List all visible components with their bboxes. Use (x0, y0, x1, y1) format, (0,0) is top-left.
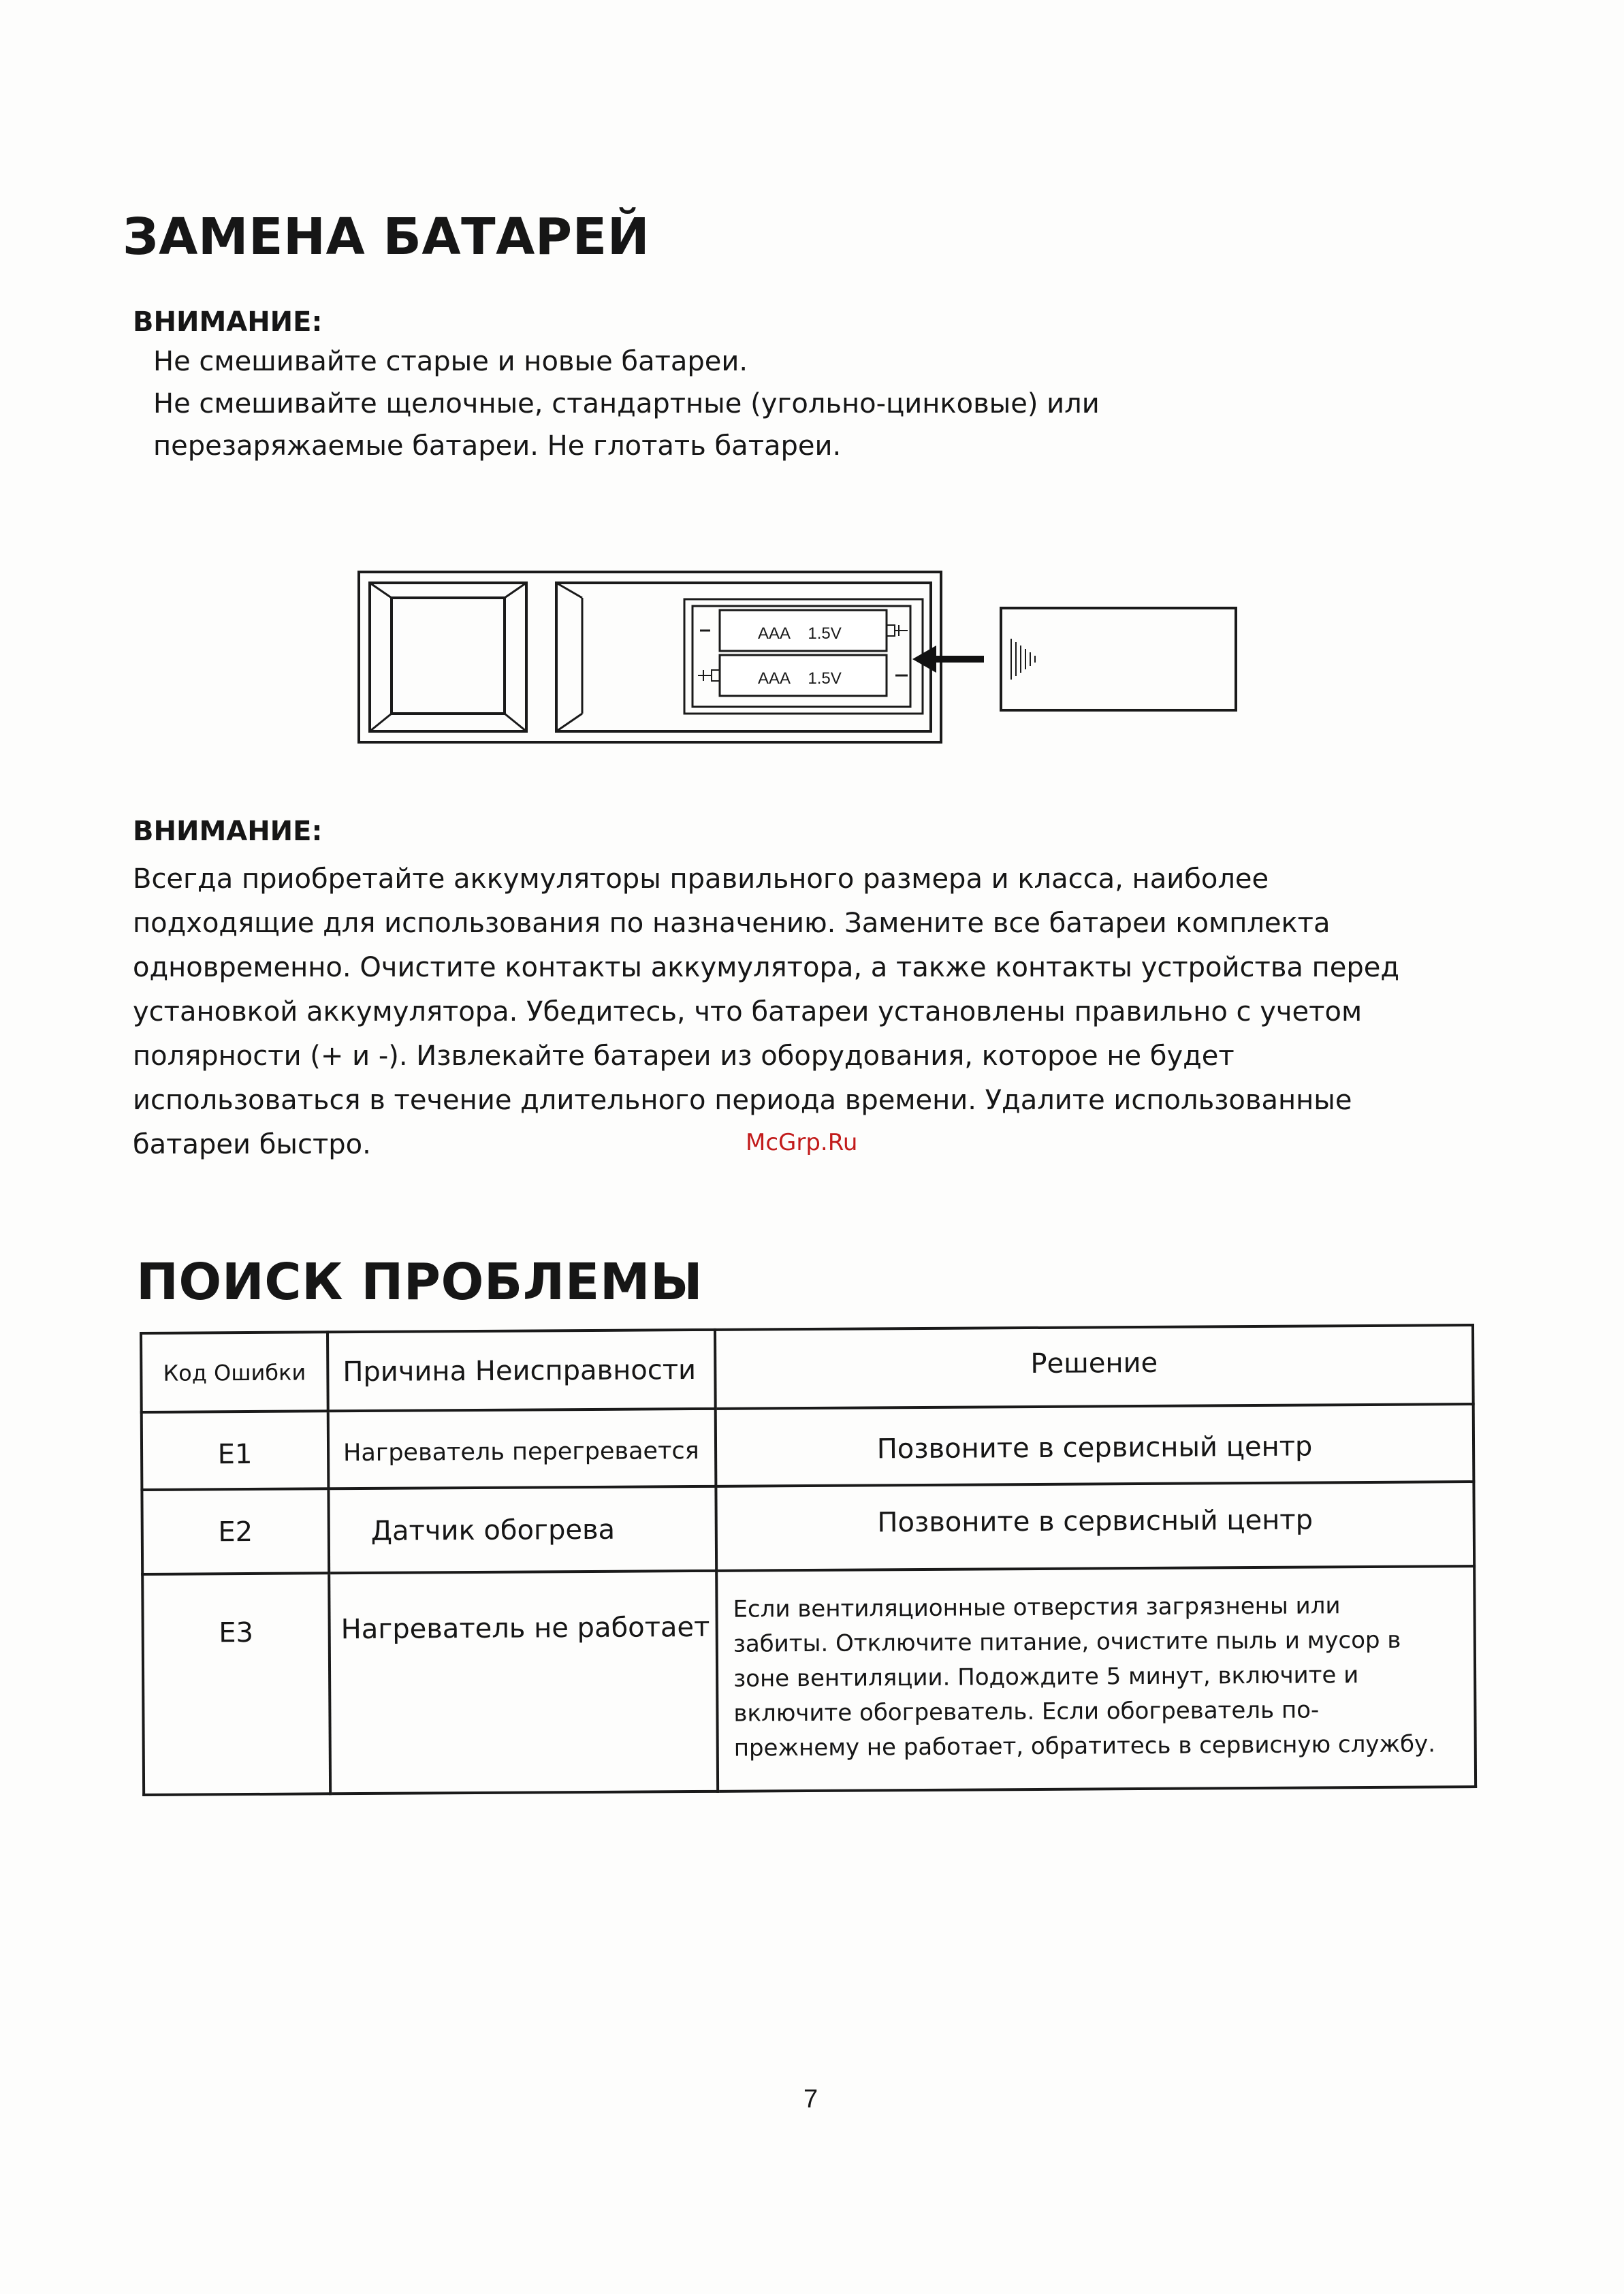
battery-label-bottom: AAA 1.5V (758, 669, 842, 688)
row-e1-solution: Позвоните в сервисный центр (876, 1431, 1313, 1465)
row-e3-solution-line-1: Если вентиляционные отверстия загрязнены или (733, 1592, 1341, 1623)
warning-1-line-1: Не смешивайте старые и новые батареи. (153, 346, 748, 377)
battery-diagram-svg (357, 571, 1239, 748)
battery-label-top: AAA 1.5V (758, 624, 842, 643)
row-e3-solution-line-2: забиты. Отключите питание, очистите пыль и мусор в (733, 1626, 1401, 1658)
battery-cover (1001, 608, 1236, 710)
table-header-row (141, 1325, 1474, 1412)
row-e2-solution: Позвоните в сервисный центр (877, 1504, 1313, 1539)
row-e3-cause: Нагреватель не работает (340, 1611, 710, 1646)
warning-1-line-2: Не смешивайте щелочные, стандартные (угольно-цинковые) или (153, 388, 1100, 419)
row-e3-code: E3 (219, 1616, 254, 1649)
header-cause: Причина Неисправности (343, 1354, 697, 1388)
row-e3-solution-line-5: прежнему не работает, обратитесь в сервисную службу. (733, 1730, 1436, 1762)
battery-cover-grip-icon (1011, 639, 1035, 680)
row-e1-code: E1 (217, 1438, 253, 1471)
warning-2-line-7: батареи быстро. (133, 1129, 371, 1160)
troubleshooting-title: ПОИСК ПРОБЛЕМЫ (136, 1253, 703, 1311)
battery-compartment-diagram (357, 571, 1239, 748)
battery-section-title: ЗАМЕНА БАТАРЕЙ (123, 208, 650, 266)
header-code: Код Ошибки (163, 1359, 306, 1386)
row-e2-cause: Датчик обогрева (370, 1514, 616, 1547)
watermark: McGrp.Ru (746, 1129, 858, 1156)
warning-2-line-1: Всегда приобретайте аккумуляторы правильного размера и класса, наиболее (133, 863, 1269, 895)
warning-2-line-2: подходящие для использования по назначению. Замените все батареи комплекта (133, 908, 1331, 939)
header-solution: Решение (1030, 1347, 1158, 1380)
warning-2-line-6: использоваться в течение длительного периода времени. Удалите использованные (133, 1085, 1352, 1116)
table-row (142, 1404, 1474, 1490)
left-compartment-inner (392, 598, 505, 714)
table-row (142, 1482, 1474, 1574)
page-number: 7 (803, 2085, 818, 2114)
warning-2-line-5: полярности (+ и -). Извлекайте батареи из оборудования, которое не будет (133, 1040, 1235, 1072)
warning-2-line-3: одновременно. Очистите контакты аккумулятора, а также контакты устройства перед (133, 952, 1400, 983)
row-e3-solution-line-4: включите обогреватель. Если обогреватель по- (733, 1696, 1320, 1727)
warning-1-line-3: перезаряжаемые батареи. Не глотать батареи. (153, 430, 842, 462)
troubleshooting-table (140, 1324, 1477, 1796)
row-e1-cause: Нагреватель перегревается (343, 1437, 699, 1467)
row-e3-solution-line-3: зоне вентиляции. Подождите 5 минут, включите и (733, 1661, 1359, 1693)
table-row (142, 1566, 1476, 1795)
row-e2-code: E2 (218, 1516, 253, 1548)
warning-heading-1: ВНИМАНИЕ: (133, 306, 323, 338)
left-compartment-outer (370, 583, 526, 731)
row-e3-solution (718, 1567, 1474, 1811)
warning-heading-2: ВНИМАНИЕ: (133, 816, 323, 847)
insert-arrow-head (912, 646, 936, 673)
warning-2-line-4: установкой аккумулятора. Убедитесь, что батареи установлены правильно с учетом (133, 996, 1363, 1027)
